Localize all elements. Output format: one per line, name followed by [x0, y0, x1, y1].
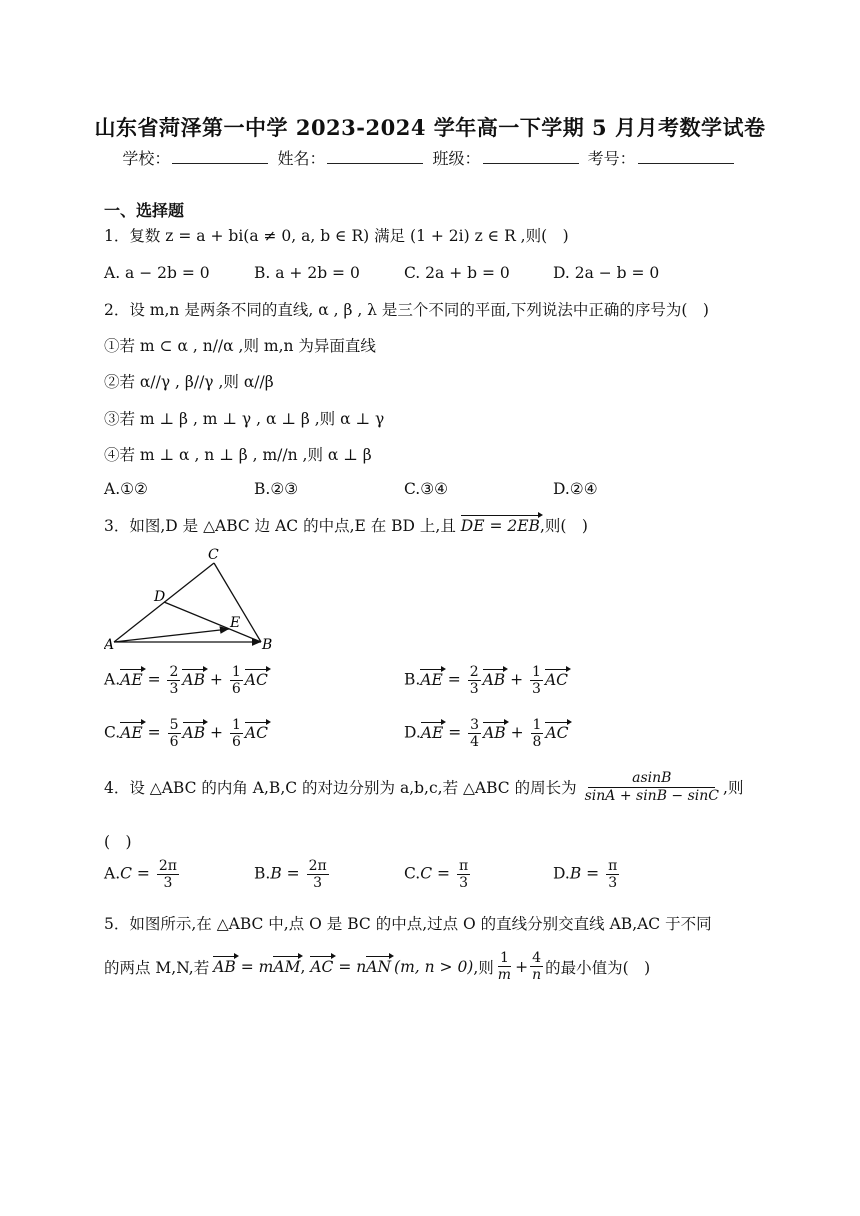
- q4-text-end: ,则: [723, 779, 744, 798]
- exam-no-label: 考号：: [587, 149, 636, 168]
- q1-option-c: C. 2a + b = 0: [404, 264, 510, 282]
- name-label: 姓名：: [277, 149, 326, 168]
- q4-stem: [104, 770, 743, 804]
- q4-option-c: C.C = $\frac{\pi}{3}$: [404, 858, 469, 892]
- q3-option-d: D.AE = $\frac{3}{4}$ AB + $\frac{1}{8}$ AC: [404, 717, 569, 751]
- q3-vector-condition: DE = 2EB: [460, 517, 540, 535]
- q2-statement-1: ①若 m ⊂ α , n//α ,则 m,n 为异面直线: [104, 337, 376, 355]
- q2-statement-2: ②若 α//γ , β//γ ,则 α//β: [104, 373, 274, 391]
- name-blank: [327, 149, 423, 164]
- school-label: 学校：: [122, 149, 171, 168]
- school-blank: [172, 149, 268, 164]
- q2-option-c: C.③④: [404, 480, 449, 498]
- q3-option-b: B.AE = $\frac{2}{3}$ AB + $\frac{1}{3}$ AC: [404, 664, 569, 698]
- q2-stem: [104, 298, 709, 320]
- label-e: E: [230, 615, 241, 631]
- q2-text: 设 m,n 是两条不同的直线, α , β , λ 是三个不同的平面,下列说法中正确的序号为( ): [129, 301, 709, 319]
- label-c: C: [208, 547, 219, 563]
- q3-text-end: ,则( ): [539, 517, 588, 535]
- q2-option-b: B.②③: [254, 480, 299, 498]
- q2-option-a: A.①②: [104, 480, 148, 498]
- q4-option-a: A.C = $\frac{2\pi}{3}$: [104, 858, 177, 892]
- q3-stem: [104, 514, 588, 536]
- section-title: 一、选择题: [104, 201, 185, 220]
- q4-paren: ( ): [104, 833, 132, 851]
- q3-option-c: C.AE = $\frac{5}{6}$ AB + $\frac{1}{6}$ AC: [104, 717, 268, 751]
- q1-option-d: D. 2a − b = 0: [553, 264, 660, 282]
- q3-text: 如图,D 是 △ABC 边 AC 的中点,E 在 BD 上,且: [129, 517, 456, 535]
- q4-option-b: B.B = $\frac{2\pi}{3}$: [254, 858, 327, 892]
- q4-text: 设 △ABC 的内角 A,B,C 的对边分别为 a,b,c,若 △ABC 的周长为: [129, 779, 577, 798]
- q1-text: 复数 z = a + bi(a ≠ 0, a, b ∈ R) 满足 (1 + 2i) z ∈ R ,则( ): [129, 227, 569, 245]
- q2-statement-4: ④若 m ⊥ α , n ⊥ β , m//n ,则 α ⊥ β: [104, 446, 372, 464]
- q5-stem-line2: 的两点 M,N,若 AB = m AM , AC = n AN (m, n > 0) ,则 $\frac{1}{m}$ + $\frac{4}{n}$ 的最小值为( ): [104, 950, 651, 984]
- label-a: A: [104, 637, 115, 653]
- q1-option-b: B. a + 2b = 0: [254, 264, 360, 282]
- q3-option-a: A.AE = $\frac{2}{3}$ AB + $\frac{1}{6}$ AC: [104, 664, 268, 698]
- exam-no-blank: [638, 149, 734, 164]
- label-d: D: [154, 589, 166, 605]
- q3-number: 3．: [104, 517, 130, 535]
- q2-option-d: D.②④: [553, 480, 598, 498]
- class-blank: [483, 149, 579, 164]
- q1-option-a: A. a − 2b = 0: [104, 264, 210, 282]
- q4-perimeter-fraction: $\frac{asinB}{\sin A + \sin B - \sin C}$: [584, 770, 720, 805]
- class-label: 班级：: [432, 149, 481, 168]
- q5-text: 如图所示,在 △ABC 中,点 O 是 BC 的中点,过点 O 的直线分别交直线 AB,AC 于不同: [129, 915, 712, 933]
- segment-db: [164, 602, 261, 642]
- q1-stem: [104, 224, 569, 246]
- q1-number: 1．: [104, 227, 130, 245]
- q5-number: 5．: [104, 915, 130, 933]
- q4-number: 4．: [104, 779, 130, 798]
- label-b: B: [262, 637, 273, 653]
- q4-option-d: D.B = $\frac{\pi}{3}$: [553, 858, 618, 892]
- segment-ae: [114, 629, 229, 642]
- student-info-row: [0, 146, 860, 169]
- q3-triangle-figure: [104, 545, 284, 655]
- q5-stem-line1: [104, 912, 712, 934]
- q2-number: 2．: [104, 301, 130, 319]
- exam-title: 山东省菏泽第一中学 2023-2024 学年高一下学期 5 月月考数学试卷: [94, 115, 766, 140]
- q2-statement-3: ③若 m ⊥ β , m ⊥ γ , α ⊥ β ,则 α ⊥ γ: [104, 410, 385, 428]
